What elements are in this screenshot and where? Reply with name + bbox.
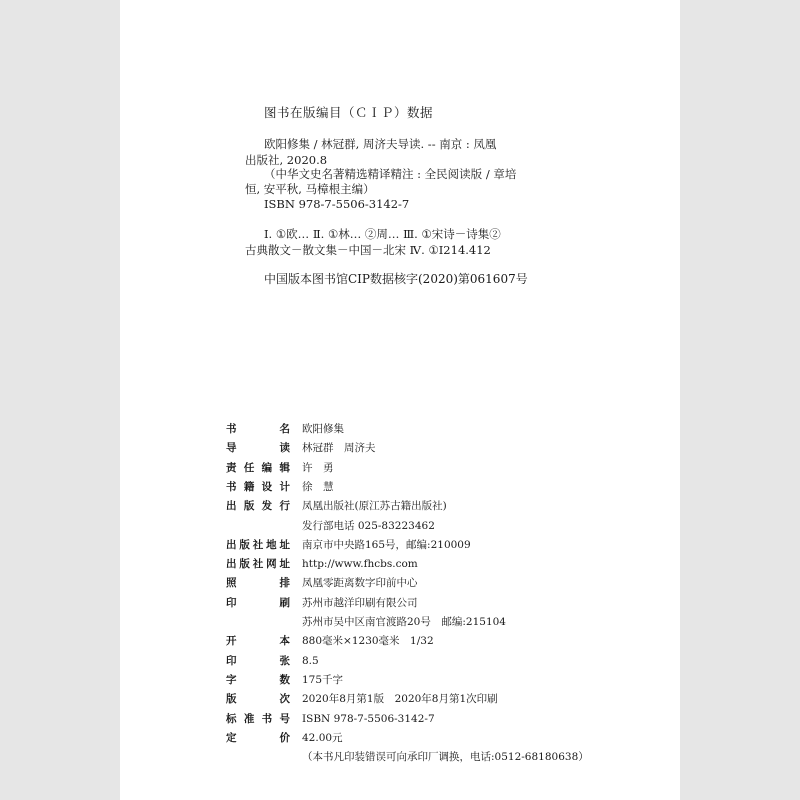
colophon-value: 42.00元 [302, 731, 343, 744]
cip-title: 图书在版编目（ＣＩＰ）数据 [264, 105, 434, 120]
colophon-label: 版 次 [226, 693, 290, 706]
colophon-value: 林冠群 周济夫 [302, 442, 376, 455]
cip-subject-line: 古典散文－散文集－中国－北宋 Ⅳ. ①I214.412 [245, 243, 491, 257]
colophon-value: ISBN 978-7-5506-3142-7 [302, 712, 435, 725]
colophon-value: （本书凡印装错误可向承印厂调换，电话:0512-68180638） [302, 751, 589, 764]
colophon-label: 印 张 [226, 654, 290, 667]
colophon-label: 照 排 [226, 577, 290, 590]
cip-entry-line: 出版社, 2020.8 [245, 153, 328, 167]
colophon-value: 许 勇 [302, 461, 334, 474]
colophon-label: 书 籍 设 计 [226, 480, 290, 493]
colophon-value: 发行部电话 025-83223462 [302, 519, 435, 532]
cip-record-number: 中国版本图书馆CIP数据核字(2020)第061607号 [264, 272, 528, 286]
colophon-label: 书 名 [226, 423, 290, 435]
colophon-label: 开 本 [226, 635, 290, 648]
colophon-value: 苏州市吴中区南官渡路20号 邮编:215104 [302, 616, 506, 628]
colophon-value: http://www.fhcbs.com [302, 558, 418, 571]
colophon-value: 凤凰出版社(原江苏古籍出版社) [302, 500, 447, 513]
cip-subject-line: Ⅰ. ①欧… Ⅱ. ①林… ②周… Ⅲ. ①宋诗－诗集② [264, 227, 501, 241]
colophon-label: 标 准 书 号 [226, 712, 290, 725]
colophon-value: 苏州市越洋印刷有限公司 [302, 596, 418, 609]
cip-entry-line: 欧阳修集 / 林冠群, 周济夫导读. -- 南京 : 凤凰 [264, 137, 497, 151]
colophon-value: 南京市中央路165号，邮编:210009 [302, 538, 471, 551]
colophon-label: 导 读 [226, 442, 290, 455]
colophon-value: 880毫米×1230毫米 1/32 [302, 635, 434, 648]
colophon-value: 欧阳修集 [302, 423, 344, 435]
colophon-label: 出 版 社 网 址 [226, 558, 290, 571]
colophon-label: 出 版 社 地 址 [226, 538, 290, 551]
colophon-value: 8.5 [302, 654, 319, 667]
colophon-label: 印 刷 [226, 596, 290, 609]
colophon-label: 责 任 编 辑 [226, 461, 290, 474]
colophon-value: 凤凰零距离数字印前中心 [302, 577, 418, 590]
colophon-label: 字 数 [226, 673, 290, 686]
colophon-value: 徐 慧 [302, 480, 334, 493]
colophon-label: 出 版 发 行 [226, 500, 290, 513]
cip-series-line: 恒, 安平秋, 马樟根主编） [245, 182, 375, 196]
cip-series-line: （中华文史名著精选精译精注 : 全民阅读版 / 章培 [264, 167, 517, 181]
colophon-label: 定 价 [226, 731, 290, 744]
copyright-page [120, 0, 680, 800]
cip-isbn: ISBN 978-7-5506-3142-7 [264, 197, 410, 211]
colophon-value: 175千字 [302, 673, 344, 686]
colophon-value: 2020年8月第1版 2020年8月第1次印刷 [302, 693, 498, 706]
